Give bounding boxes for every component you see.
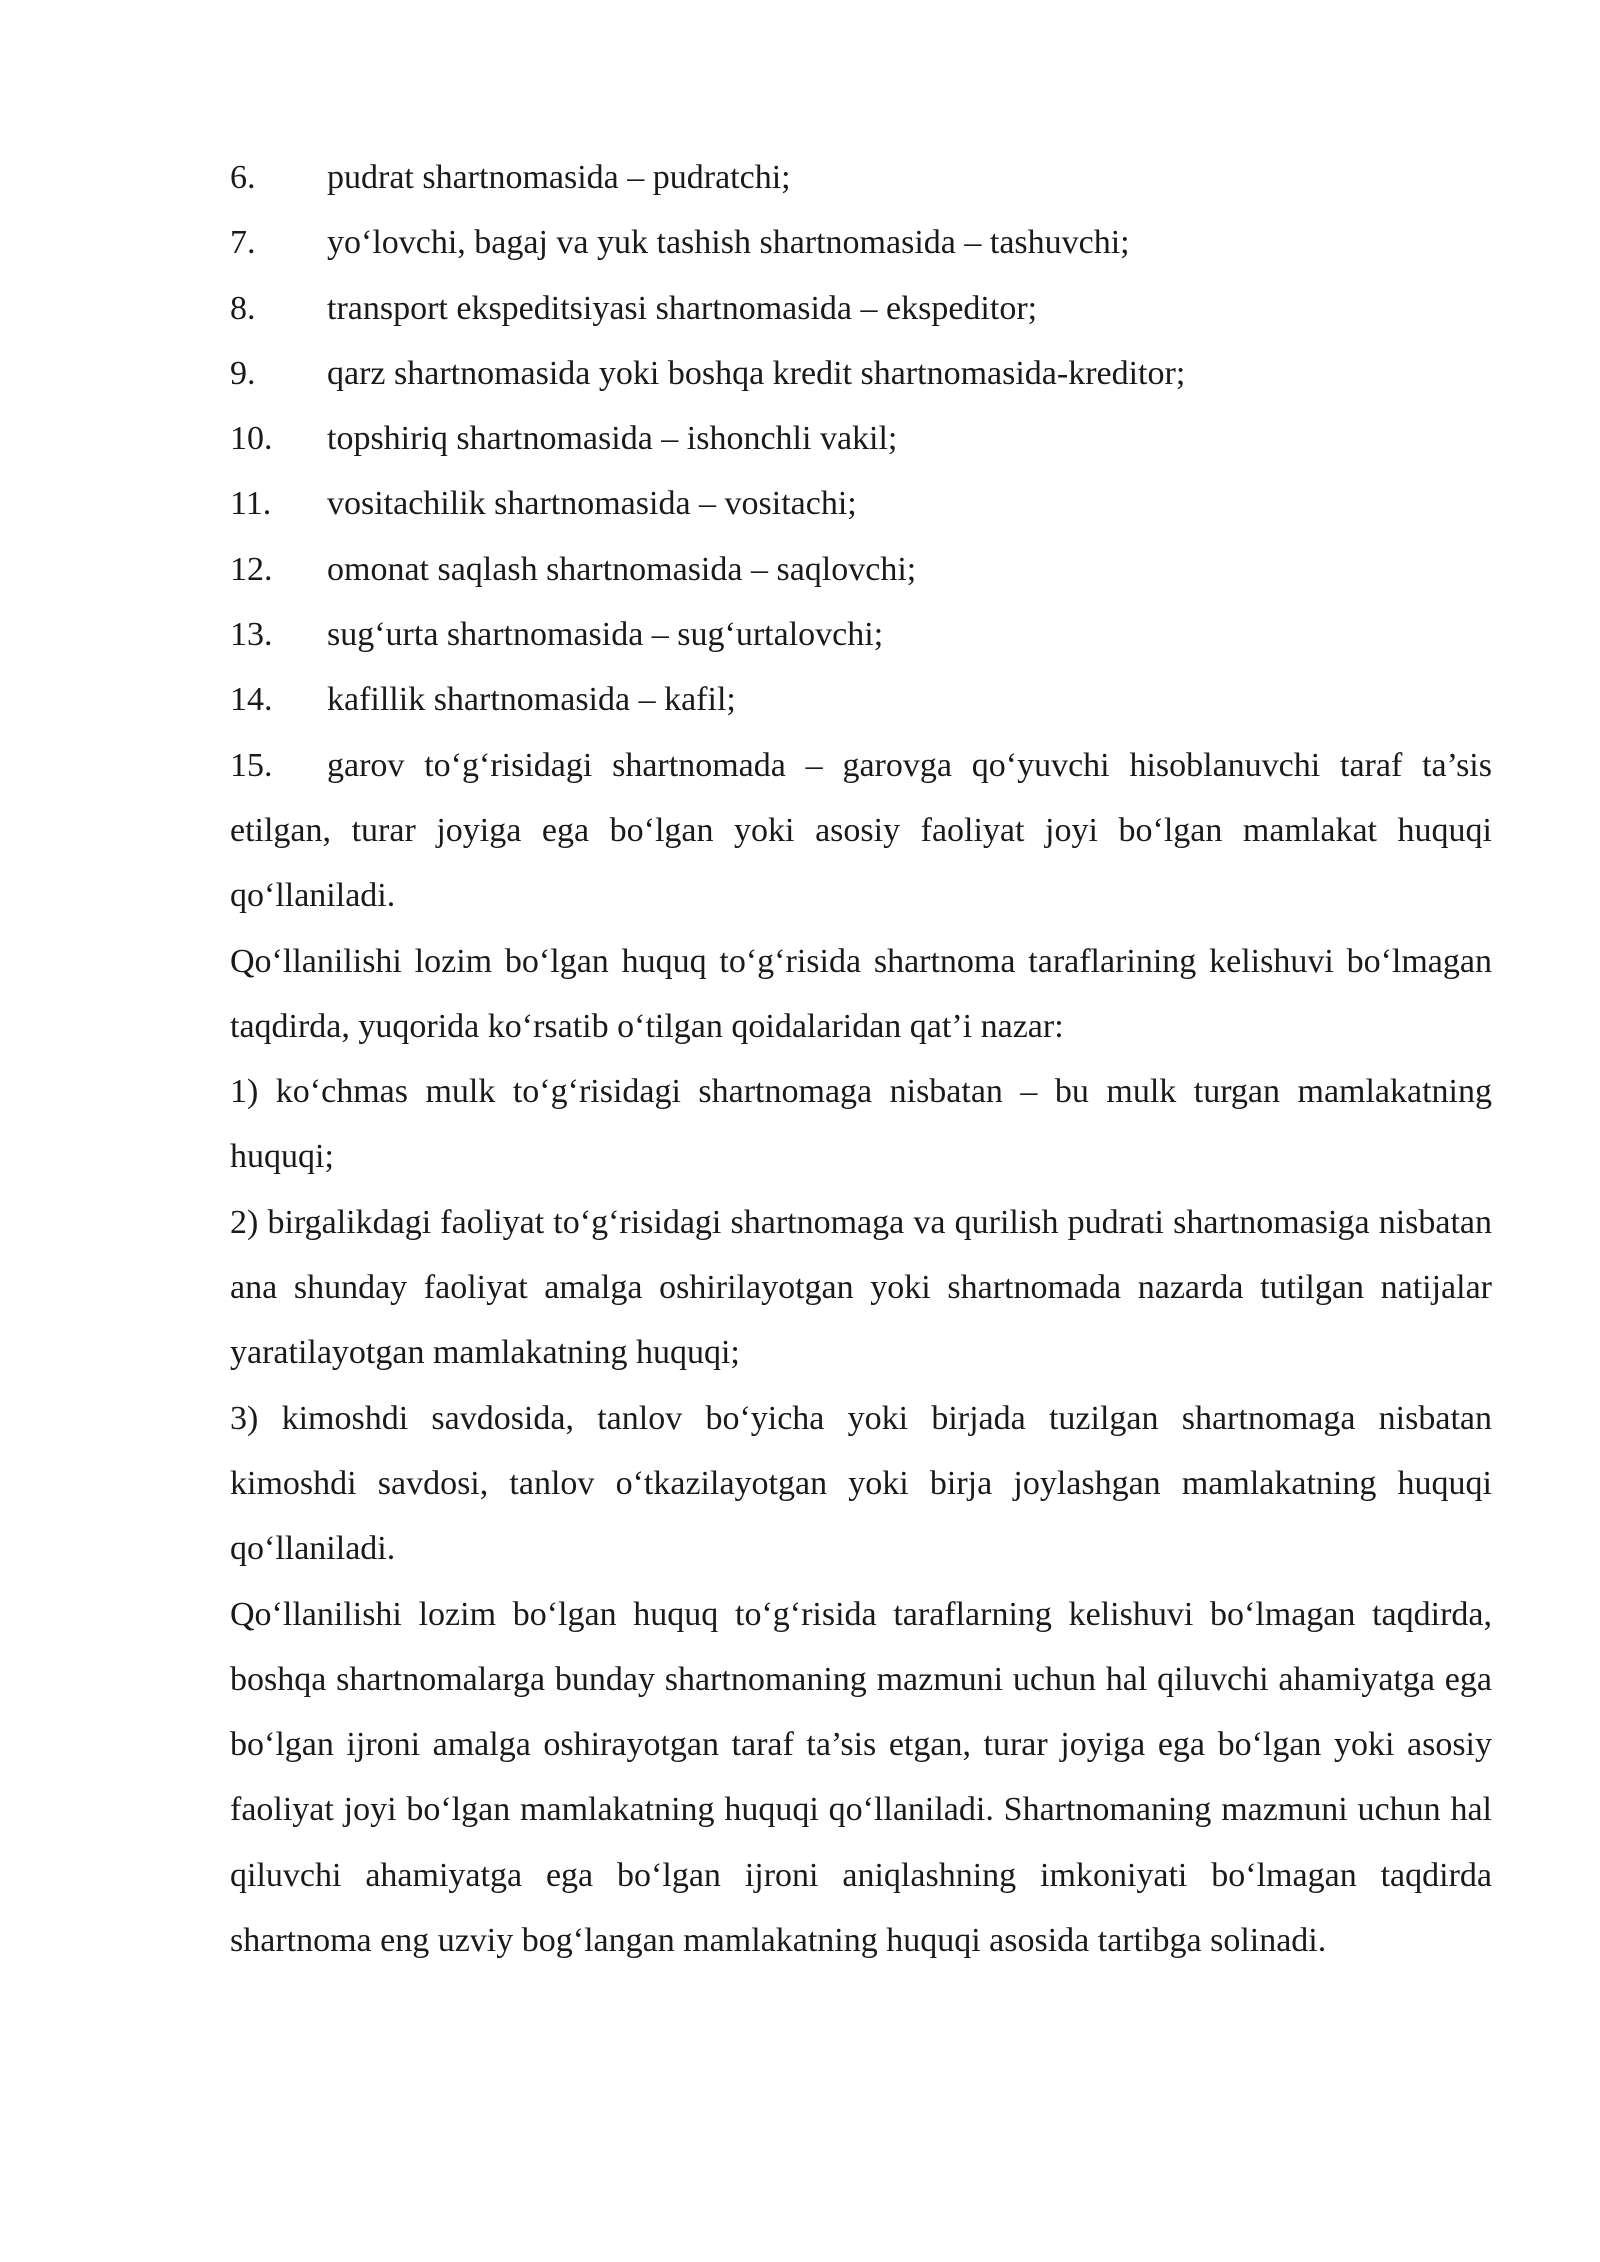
list-item-text: transport ekspeditsiyasi shartnomasida – ekspeditor; [327,289,1038,327]
list-item-text: omonat saqlash shartnomasida – saqlovchi; [327,550,917,588]
list-item-15 [230,733,1492,929]
list-item [230,210,1492,275]
list-item-text: topshiriq shartnomasida – ishonchli vakil; [327,420,898,458]
list-item-number: 10. [230,420,273,458]
list-item-text: garov to‘g‘risidagi shartnomada – garovga qo‘yuvchi hisoblanuvchi taraf ta’sis etilgan, turar joyiga ega bo‘lgan yoki asosiy faoliyat joyi bo‘lgan mamlakat huquqi qo‘llaniladi. [230,746,1492,915]
list-item-number: 8. [230,289,256,327]
list-item-text: pudrat shartnomasida – pudratchi; [327,159,791,196]
paragraph-other-contracts: Qo‘llanilishi lozim bo‘lgan huquq to‘g‘risida taraflarning kelishuvi bo‘lmagan taqdirda, boshqa shartnomalarga bunday shartnomaning mazmuni uchun hal qiluvchi ahamiyatga ega bo‘lgan ijroni amalga oshirayotgan taraf ta’sis etgan, turar joyiga ega bo‘lgan yoki asosiy faoliyat joyi bo‘lgan mamlakatning huquqi qo‘llaniladi. Shartnomaning mazmuni uchun hal qiluvchi ahamiyatga ega bo‘lgan ijroni aniqlashning imkoniyati bo‘lmagan taqdirda shartnoma eng uzviy bog‘langan mamlakatning huquqi asosida tartibga solinadi. [230,1595,1492,1960]
list-item-number: 15. [230,746,273,784]
list-item-text: kafillik shartnomasida – kafil; [327,681,736,719]
list-item-number: 13. [230,616,273,654]
list-item [230,145,1492,210]
list-item-number: 11. [230,485,272,523]
paragraph-applicable-law: Qo‘llanilishi lozim bo‘lgan huquq to‘g‘risida shartnoma taraflarining kelishuvi bo‘lmagan taqdirda, yuqorida ko‘rsatib o‘tilgan qoidalaridan qat’i nazar: [230,942,1492,1045]
list-item-text: sug‘urta shartnomasida – sug‘urtalovchi; [327,616,884,654]
list-item [230,406,1492,471]
list-item-number: 7. [230,224,256,262]
sub-item-joint-activity: 2) birgalikdagi faoliyat to‘g‘risidagi shartnomaga va qurilish pudrati shartnomasiga nisbatan ana shunday faoliyat amalga oshirilayotgan yoki shartnomada nazarda tutilgan natijalar yaratilayotgan mamlakatning huquqi; [230,1203,1492,1372]
list-item [230,667,1492,732]
list-item [230,341,1492,406]
sub-item-real-estate: 1) ko‘chmas mulk to‘g‘risidagi shartnomaga nisbatan – bu mulk turgan mamlakatning huquqi; [230,1073,1492,1176]
list-item [230,471,1492,536]
list-item [230,276,1492,341]
list-item-text: qarz shartnomasida yoki boshqa kredit shartnomasida-kreditor; [327,354,1186,392]
list-item-text: yo‘lovchi, bagaj va yuk tashish shartnomasida – tashuvchi; [327,224,1130,262]
list-item-text: vositachilik shartnomasida – vositachi; [327,485,857,523]
sub-item-auction: 3) kimoshdi savdosida, tanlov bo‘yicha yoki birjada tuzilgan shartnomaga nisbatan kimoshdi savdosi, tanlov o‘tkazilayotgan yoki birja joylashgan mamlakatning huquqi qo‘llaniladi. [230,1399,1492,1568]
list-item-number: 6. [230,159,256,196]
list-item [230,602,1492,667]
document-body [230,145,1492,1973]
list-item-number: 9. [230,354,256,392]
list-item-number: 14. [230,681,273,719]
list-item [230,537,1492,602]
list-item-number: 12. [230,550,273,588]
